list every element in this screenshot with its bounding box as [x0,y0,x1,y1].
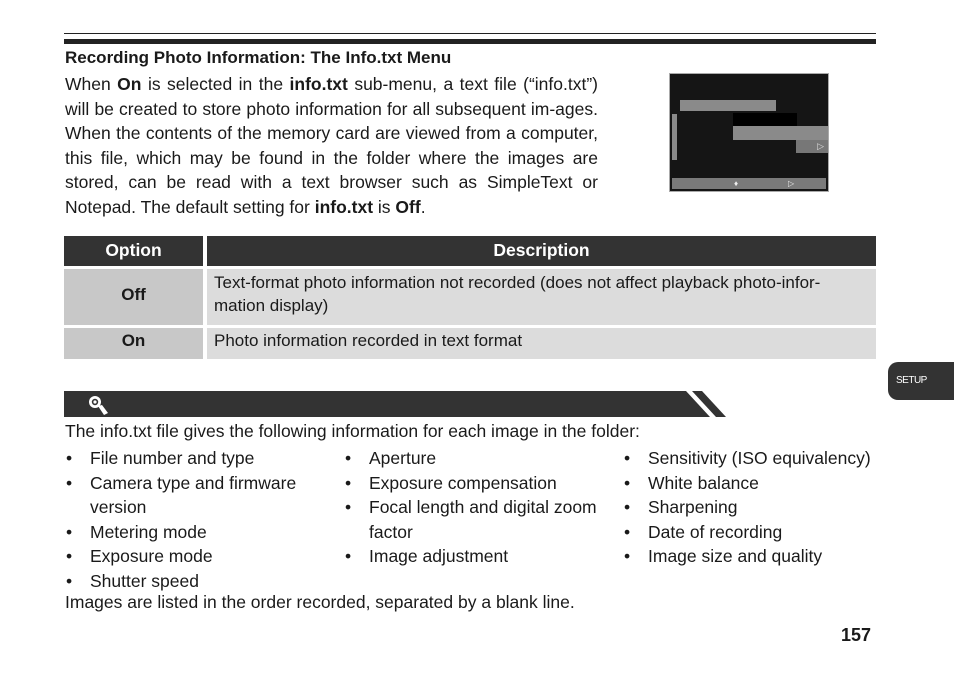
setup-section-tab: SETUP [888,362,954,400]
list-item: • File number and type [65,446,327,471]
closing-text: Images are listed in the order recorded, separated by a blank line. [65,592,575,612]
info-list-column-3 [623,446,885,569]
list-item: • Exposure mode [65,544,327,569]
list-item: • White balance [623,471,885,496]
menu-footer-bar [672,178,826,189]
list-item: • Camera type and firmware version [65,471,327,520]
menu-arrow-cell [796,140,828,153]
top-rule-thick [64,39,876,44]
table-header-description: Description [207,236,876,266]
table-row-option: On [64,328,203,359]
tip-banner [64,391,726,417]
list-item: • Focal length and digital zoom factor [344,495,606,544]
menu-title-bar [680,100,776,111]
camera-menu-screenshot [669,73,829,192]
section-heading: Recording Photo Information: The Info.txt Menu [65,48,452,67]
top-rule-thin [64,33,876,34]
updown-icon: ♦ [734,179,739,188]
list-item: • Exposure compensation [344,471,606,496]
list-item: • Image adjustment [344,544,606,569]
list-item: • Date of recording [623,520,885,545]
list-item: • Aperture [344,446,606,471]
info-list-column-2 [344,446,606,569]
table-row-description: Photo information recorded in text format [207,328,876,359]
menu-side-indicator [672,114,677,160]
list-lead-text: The info.txt file gives the following information for each image in the folder: [65,421,640,441]
list-item: • Sensitivity (ISO equivalency) [623,446,885,471]
menu-option-off [733,113,797,126]
info-list-column-1 [65,446,327,593]
list-item: • Image size and quality [623,544,885,569]
menu-option-on-highlight [733,126,828,140]
right-arrow-icon: ▷ [788,179,795,188]
list-item: • Sharpening [623,495,885,520]
page-number: 157 [841,625,872,645]
table-header-option: Option [64,236,203,266]
right-arrow-icon: ▷ [817,141,824,151]
list-item: • Metering mode [65,520,327,545]
list-item: • Shutter speed [65,569,327,594]
table-row-description: Text-format photo information not recorded (does not affect playback photo-infor-mation display) [207,269,876,325]
table-row-option: Off [64,269,203,325]
intro-paragraph: When On is selected in the info.txt sub-menu, a text file (“info.txt”) will be created to store photo information for all subsequent im-ages. When the contents of the memory card are viewed from a computer, this file, which may be found in the folder where the images are stored, can be read with a text browser such as SimpleText or Notepad. The default setting for info.txt is Off. [65,74,598,217]
